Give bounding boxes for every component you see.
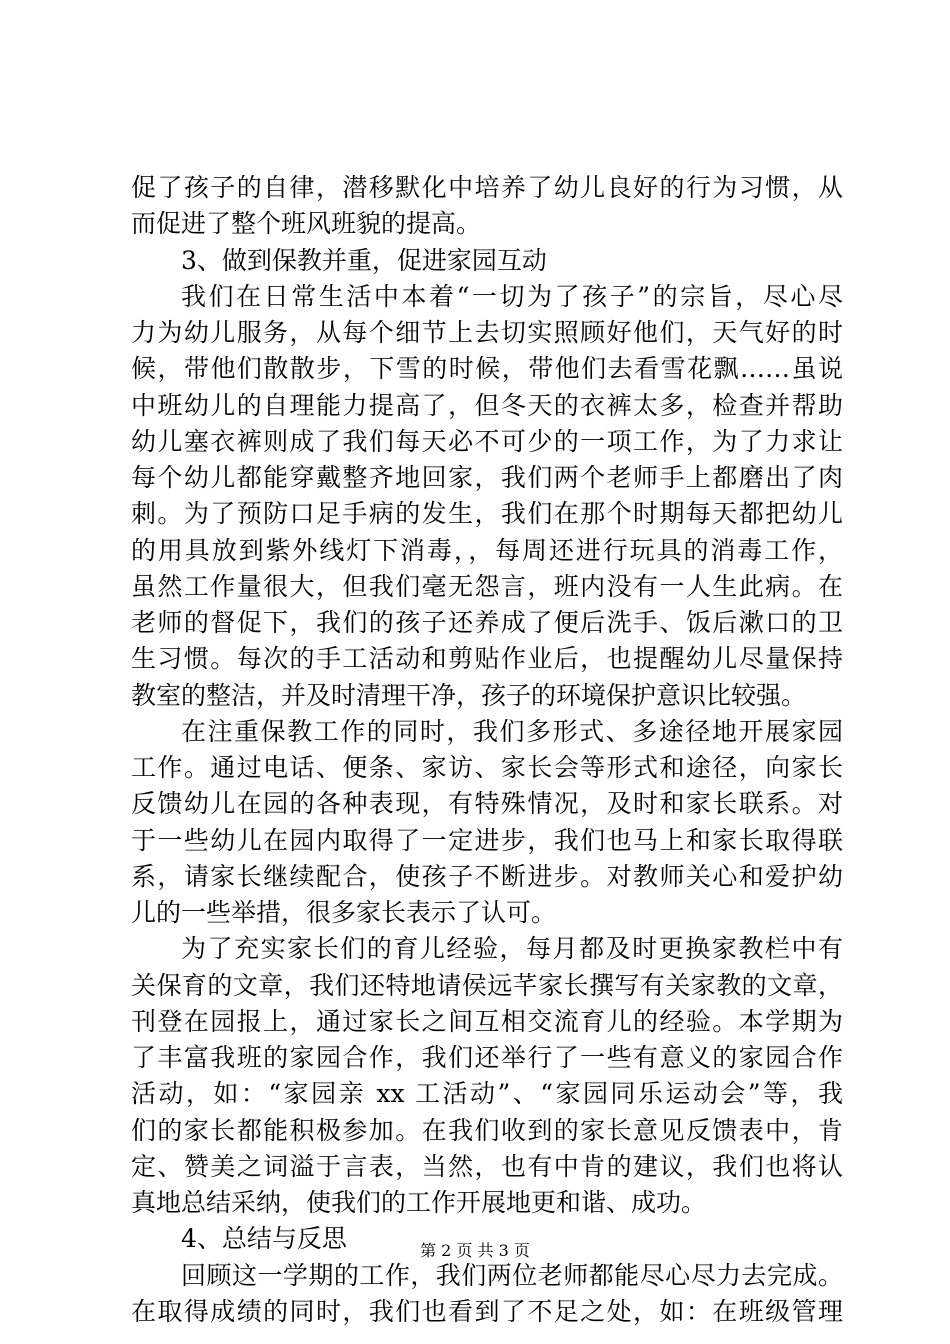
text-line: 于一些幼儿在园内取得了一定进步，我们也马上和家长取得联 <box>131 825 843 855</box>
text-line: 工作。通过电话、便条、家访、家长会等形式和途径，向家长 <box>131 753 843 782</box>
text-line: 生习惯。每次的手工活动和剪贴作业后，也提醒幼儿尽量保持 <box>131 644 843 674</box>
text-line: 促了孩子的自律，潜移默化中培养了幼儿良好的行为习惯，从 <box>131 173 843 202</box>
section-heading: 3、做到保教并重，促进家园互动 <box>181 245 547 275</box>
text-line: 我们在日常生活中本着“一切为了孩子”的宗旨，尽心尽 <box>181 281 843 311</box>
text-line: 刺。为了预防口足手病的发生，我们在那个时期每天都把幼儿 <box>131 499 843 529</box>
text-line: 虽然工作量很大，但我们毫无怨言，班内没有一人生此病。在 <box>131 571 843 601</box>
text-line: 了丰富我班的家园合作，我们还举行了一些有意义的家园合作 <box>131 1043 843 1072</box>
text-line: 刊登在园报上，通过家长之间互相交流育儿的经验。本学期为 <box>131 1006 843 1036</box>
text-line: 儿的一些举措，很多家长表示了认可。 <box>131 898 557 927</box>
text-line: 候，带他们散散步，下雪的时候，带他们去看雪花飘……虽说 <box>131 354 843 384</box>
text-line: 在取得成绩的同时，我们也看到了不足之处，如：在班级管理 <box>131 1296 843 1326</box>
page-number: 第 2 页 共 3 页 <box>420 1241 530 1260</box>
text-line: 定、赞美之词溢于言表，当然，也有中肯的建议，我们也将认 <box>131 1151 843 1181</box>
text-line: 中班幼儿的自理能力提高了，但冬天的衣裤太多，检查并帮助 <box>131 390 843 420</box>
text-line: 每个幼儿都能穿戴整齐地回家，我们两个老师手上都磨出了肉 <box>131 463 843 492</box>
text-line: 真地总结采纳，使我们的工作开展地更和谐、成功。 <box>131 1188 707 1217</box>
text-line: 活动，如：“家园亲 xx 工活动”、“家园同乐运动会”等，我 <box>131 1079 843 1109</box>
text-line: 回顾这一学期的工作，我们两位老师都能尽心尽力去完成。 <box>181 1260 843 1290</box>
text-line: 而促进了整个班风班貌的提高。 <box>131 209 482 239</box>
text-line: 系，请家长继续配合，使孩子不断进步。对教师关心和爱护幼 <box>131 861 843 891</box>
document-body <box>131 170 843 1330</box>
text-line: 为了充实家长们的育儿经验，每月都及时更换家教栏中有 <box>181 934 843 964</box>
text-line: 的用具放到紫外线灯下消毒，，每周还进行玩具的消毒工作， <box>131 535 843 565</box>
text-line: 们的家长都能积极参加。在我们收到的家长意见反馈表中，肯 <box>131 1115 843 1145</box>
text-line: 反馈幼儿在园的各种表现，有特殊情况，及时和家长联系。对 <box>131 789 843 819</box>
text-line: 力为幼儿服务，从每个细节上去切实照顾好他们，天气好的时 <box>131 318 843 347</box>
text-line: 老师的督促下，我们的孩子还养成了便后洗手、饭后漱口的卫 <box>131 608 843 637</box>
text-line: 教室的整洁，并及时清理干净，孩子的环境保护意识比较强。 <box>131 680 807 710</box>
section-heading: 4、总结与反思 <box>181 1224 347 1254</box>
text-line: 关保育的文章，我们还特地请侯远芊家长撰写有关家教的文章， <box>131 970 843 1000</box>
text-line: 在注重保教工作的同时，我们多形式、多途径地开展家园 <box>181 716 843 746</box>
text-line: 幼儿塞衣裤则成了我们每天必不可少的一项工作，为了力求让 <box>131 426 843 456</box>
